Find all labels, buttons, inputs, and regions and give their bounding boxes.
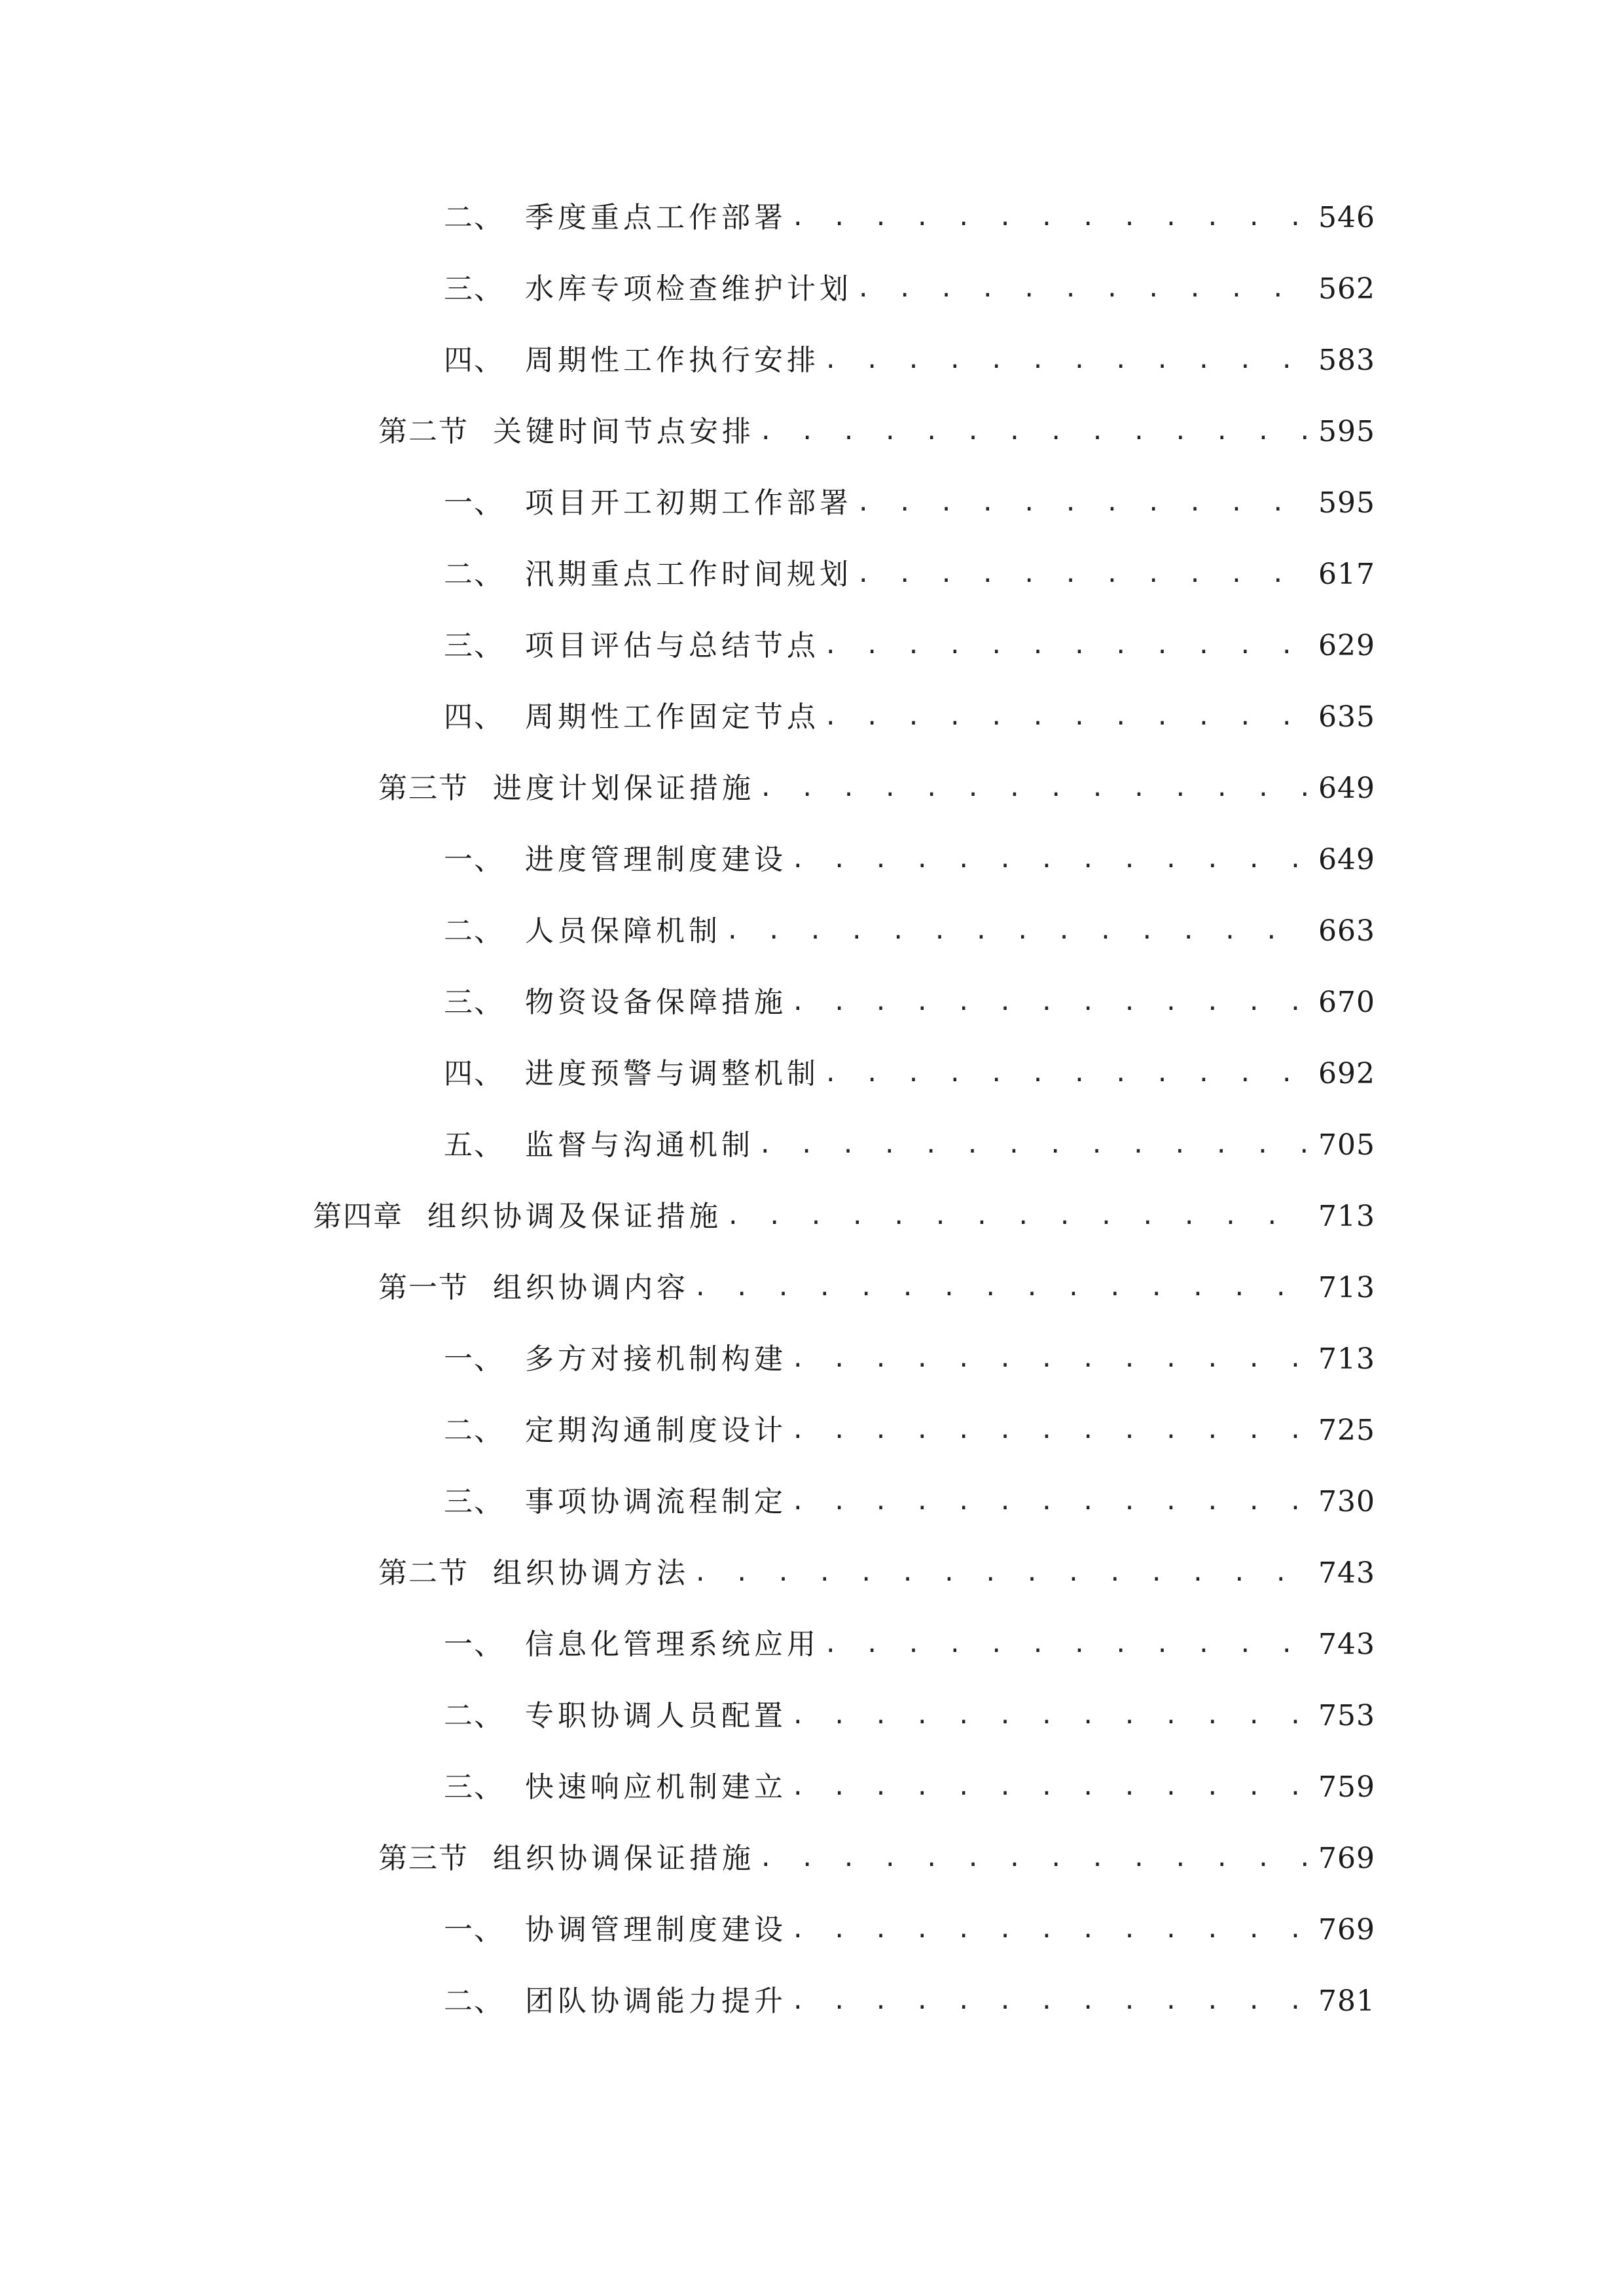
toc-entry-page: 781 [1318,1984,1375,2018]
toc-entry-title: 进度计划保证措施 [493,772,755,805]
toc-entry-number: 第二节 [378,1556,469,1590]
toc-entry[interactable] [444,1122,1375,1168]
toc-entry[interactable] [378,1265,1375,1311]
dot-leader [791,837,1309,883]
toc-entry-page: 759 [1318,1770,1375,1804]
toc-entry-title: 监督与沟通机制 [525,1128,754,1162]
dot-leader [693,1551,1309,1596]
toc-entry[interactable] [444,1336,1375,1382]
toc-entry-number: 二、 [444,914,504,948]
toc-entry[interactable] [444,1622,1375,1668]
toc-entry-number: 四、 [444,344,504,377]
toc-entry[interactable] [444,266,1375,312]
toc-entry-number: 一、 [444,1342,504,1376]
toc-entry-page: 713 [1318,1271,1375,1304]
toc-entry-number: 五、 [444,1128,504,1162]
toc-entry-number: 二、 [444,1984,504,2018]
toc-entry-title: 项目评估与总结节点 [525,629,820,662]
toc-entry[interactable] [444,480,1375,526]
toc-entry-number: 第三节 [378,1842,469,1875]
toc-entry-number: 三、 [444,1485,504,1518]
toc-entry[interactable] [444,694,1375,740]
toc-entry-page: 670 [1318,986,1375,1019]
dot-leader [759,1836,1309,1882]
toc-entry-title: 人员保障机制 [525,914,721,948]
toc-entry-title: 组织协调方法 [493,1556,689,1590]
toc-entry[interactable] [444,623,1375,669]
dot-leader [791,195,1309,241]
dot-leader [791,1907,1309,1953]
toc-entry-number: 一、 [444,843,504,876]
toc-entry-page: 692 [1318,1057,1375,1090]
toc-entry[interactable] [444,1907,1375,1953]
toc-entry-page: 635 [1318,700,1375,734]
toc-entry-page: 663 [1318,914,1375,948]
toc-entry-number: 四、 [444,700,504,734]
toc-entry-title: 团队协调能力提升 [525,1984,787,2018]
dot-leader [791,1765,1309,1810]
toc-entry-title: 汛期重点工作时间规划 [525,558,852,591]
toc-entry-title: 物资设备保障措施 [525,986,787,1019]
toc-entry-number: 第一节 [378,1271,469,1304]
dot-leader [759,409,1309,455]
dot-leader [823,1622,1309,1668]
dot-leader [791,1408,1309,1454]
toc-entry-title: 定期沟通制度设计 [525,1414,787,1447]
toc-entry-number: 第四章 [313,1200,403,1233]
dot-leader [823,1051,1309,1097]
toc-entry-number: 一、 [444,1913,504,1946]
toc-entry-page: 562 [1318,272,1375,306]
toc-entry-page: 725 [1318,1414,1375,1447]
toc-entry-page: 649 [1318,772,1375,805]
toc-entry[interactable] [444,195,1375,241]
toc-entry[interactable] [444,1479,1375,1525]
dot-leader [725,908,1309,954]
dot-leader [856,480,1309,526]
toc-entry[interactable] [378,1551,1375,1596]
dot-leader [791,1979,1309,2024]
toc-entry[interactable] [378,766,1375,812]
dot-leader [726,1194,1309,1240]
toc-entry[interactable] [444,980,1375,1026]
toc-entry-title: 关键时间节点安排 [493,415,755,448]
toc-entry-page: 649 [1318,843,1375,876]
toc-entry-title: 信息化管理系统应用 [525,1628,820,1661]
toc-entry-number: 第二节 [378,415,469,448]
dot-leader [759,766,1309,812]
toc-entry-number: 三、 [444,272,504,306]
toc-entry[interactable] [444,837,1375,883]
toc-entry-number: 三、 [444,986,504,1019]
toc-entry-title: 水库专项检查维护计划 [525,272,852,306]
toc-entry-title: 组织协调保证措施 [493,1842,755,1875]
toc-entry-title: 进度管理制度建设 [525,843,787,876]
toc-entry-title: 周期性工作固定节点 [525,700,820,734]
toc-entry-page: 705 [1318,1128,1375,1162]
toc-entry-page: 713 [1318,1200,1375,1233]
toc-entry-number: 第三节 [378,772,469,805]
dot-leader [823,694,1309,740]
toc-entry-title: 多方对接机制构建 [525,1342,787,1376]
dot-leader [693,1265,1309,1311]
dot-leader [791,1336,1309,1382]
toc-entry-page: 743 [1318,1556,1375,1590]
toc-entry-page: 595 [1318,415,1375,448]
toc-entry[interactable] [444,1765,1375,1810]
toc-entry-number: 一、 [444,486,504,520]
toc-entry-title: 组织协调及保证措施 [427,1200,722,1233]
toc-entry-title: 周期性工作执行安排 [525,344,820,377]
toc-entry-title: 季度重点工作部署 [525,201,787,234]
dot-leader [823,623,1309,669]
toc-entry-number: 二、 [444,1699,504,1732]
toc-entry-title: 组织协调内容 [493,1271,689,1304]
toc-entry-number: 一、 [444,1628,504,1661]
toc-entry-number: 二、 [444,1414,504,1447]
dot-leader [856,266,1309,312]
toc-entry[interactable] [444,1979,1375,2024]
toc-entry-number: 三、 [444,629,504,662]
toc-entry-page: 546 [1318,201,1375,234]
toc-entry-number: 四、 [444,1057,504,1090]
toc-entry[interactable] [313,1194,1375,1240]
toc-entry-title: 事项协调流程制定 [525,1485,787,1518]
toc-entry-title: 进度预警与调整机制 [525,1057,820,1090]
toc-entry[interactable] [444,1408,1375,1454]
toc-entry[interactable] [444,908,1375,954]
dot-leader [856,552,1309,598]
toc-entry[interactable] [444,552,1375,598]
toc-entry-page: 629 [1318,629,1375,662]
toc-entry-page: 743 [1318,1628,1375,1661]
dot-leader [791,1693,1309,1739]
toc-entry-title: 协调管理制度建设 [525,1913,787,1946]
toc-entry-title: 专职协调人员配置 [525,1699,787,1732]
toc-entry-page: 595 [1318,486,1375,520]
dot-leader [791,1479,1309,1525]
dot-leader [791,980,1309,1026]
toc-entry-page: 769 [1318,1842,1375,1875]
toc-entry-page: 753 [1318,1699,1375,1732]
toc-entry-title: 快速响应机制建立 [525,1770,787,1804]
toc-entry-page: 583 [1318,344,1375,377]
toc-entry-number: 三、 [444,1770,504,1804]
toc-entry[interactable] [378,1836,1375,1882]
toc-entry-number: 二、 [444,558,504,591]
toc-entry[interactable] [378,409,1375,455]
toc-entry-page: 730 [1318,1485,1375,1518]
toc-entry[interactable] [444,1693,1375,1739]
dot-leader [758,1122,1309,1168]
dot-leader [823,338,1309,384]
toc-entry-number: 二、 [444,201,504,234]
toc-entry-title: 项目开工初期工作部署 [525,486,852,520]
toc-entry-page: 617 [1318,558,1375,591]
toc-entry[interactable] [444,338,1375,384]
toc-entry-page: 769 [1318,1913,1375,1946]
toc-entry-page: 713 [1318,1342,1375,1376]
toc-entry[interactable] [444,1051,1375,1097]
